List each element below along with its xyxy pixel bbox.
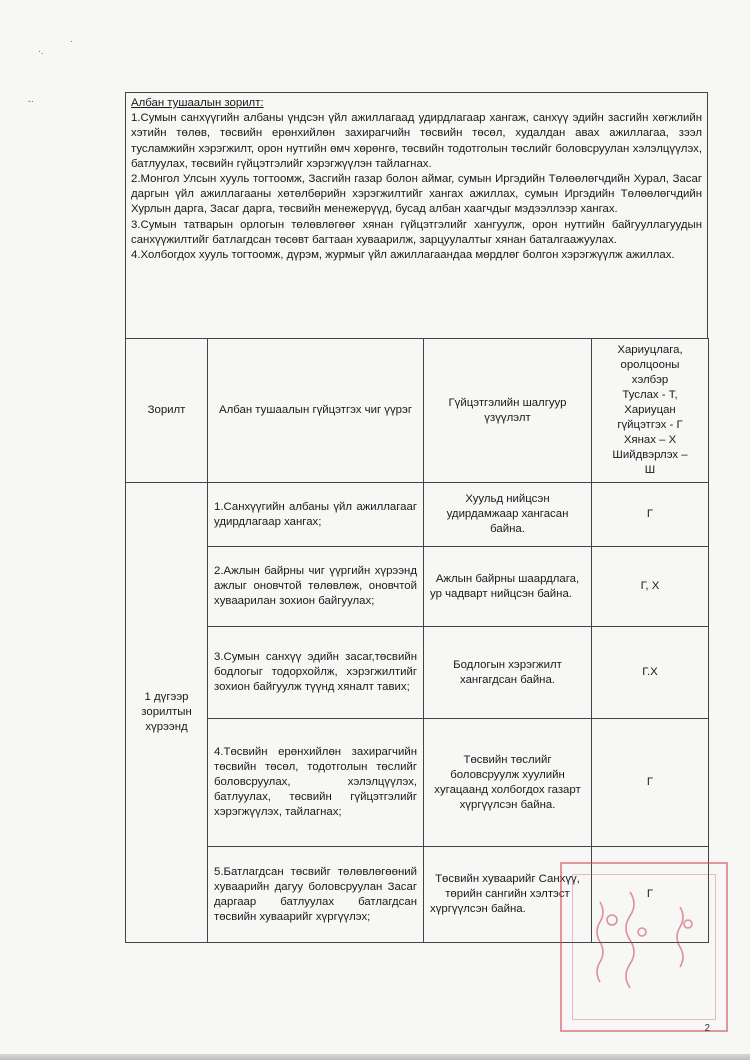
header-goal: Зорилт — [126, 339, 208, 483]
criteria-cell: Ажлын байрны шаардлага, ур чадварт нийцсэн байна. — [424, 547, 592, 627]
table-row — [126, 627, 709, 719]
goal-paragraph-1: 1.Сумын санхүүгийн албаны үндсэн үйл ажиллагаад удирдлагаар хангаж, санхүү эдийн засгийн хөгжлийн хэтийн төлөв, төсвийн ерөнхийлөн захирагчийн төсвийн төсөл, худалдан авах ажиллагаа, зээл тусламжийн хэрэгжилт, орон нутгийн өмч хөрөнгө, төсвийн тодотголын төслийг боловсруулан хэлэлцүүлэх, батлуулах, төсвийн гүйцэтгэлийг хэрэгжүүлэн тайлагнах. — [131, 112, 702, 170]
criteria-cell: Төсвийн төслийг боловсруулж хуулийн хугацаанд холбогдох газарт хүргүүлсэн байна. — [424, 719, 592, 847]
table-row — [126, 719, 709, 847]
scan-speck: -· — [28, 96, 34, 106]
header-duty: Албан тушаалын гүйцэтгэх чиг үүрэг — [208, 339, 424, 483]
criteria-cell: Төсвийн хуваарийг Санхүү, төрийн сангийн хэлтэст хүргүүлсэн байна. — [424, 847, 592, 943]
stamp-script-icon — [560, 862, 728, 1032]
duty-cell: 3.Сумын санхүү эдийн засаг,төсвийн бодлогыг тодорхойлж, хэрэгжилтийг зохион байгуулж түүнд хяналт тавих; — [208, 627, 424, 719]
header-criteria: Гүйцэтгэлийн шалгуур үзүүлэлт — [424, 339, 592, 483]
responsibility-cell: Г — [592, 719, 709, 847]
duty-cell: 1.Санхүүгийн албаны үйл ажиллагааг удирдлагаар хангах; — [208, 483, 424, 547]
duties-table — [125, 338, 709, 943]
responsibility-cell: Г — [592, 483, 709, 547]
duty-cell: 2.Ажлын байрны чиг үүргийн хүрээнд ажлыг оновчтой төлөвлөж, оновчтой хуваарилан зохион байгуулах; — [208, 547, 424, 627]
goal-title: Албан тушаалын зорилт: — [131, 97, 264, 109]
header-responsibility: Хариуцлага, оролцооны хэлбэр Туслах - Т, Хариуцан гүйцэтгэх - Г Хянах – Х Шийдвэрлэх – Ш — [592, 339, 709, 483]
goal-paragraph-3: 3.Сумын татварын орлогын төлөвлөгөөг хянан гүйцэтгэлийг хангуулж, орон нутгийн байгууллагуудын санхүүжилтийг батлагдсан төсөвт багтаан хуваарилж, зарцуулалтыг хянан баталгаажуулах. — [131, 218, 702, 246]
goal-paragraph-4: 4.Холбогдох хууль тогтоомж, дүрэм, журмыг үйл ажиллагаандаа мөрдлөг болгон хэрэгжүүлж ажиллах. — [131, 249, 675, 262]
scan-bottom-edge — [0, 1054, 750, 1060]
scan-speck: ·. — [38, 46, 44, 56]
criteria-cell: Хуульд нийцсэн удирдамжаар хангасан байна. — [424, 483, 592, 547]
responsibility-cell: Г — [592, 847, 709, 943]
duty-cell: 4.Төсвийн ерөнхийлөн захирагчийн төсвийн төсөл, тодотголын төслийг боловсруулах, хэлэлцүүлэх, батлуулах, төсвийн гүйцэтгэлийг хэрэгжүүлэх, тайлагнах; — [208, 719, 424, 847]
page-number: 2 — [704, 1023, 710, 1034]
criteria-cell: Бодлогын хэрэгжилт хангагдсан байна. — [424, 627, 592, 719]
goal-paragraph-2: 2.Монгол Улсын хууль тогтоомж, Засгийн газар болон аймаг, сумын Иргэдийн Төлөөлөгчдийн Хурал, Засаг даргын үйл ажиллагааны хөтөлбөрийн хэрэгжилтийг хангах ажиллах, сумын Иргэдийн Төлөөлөгчдийн Хурлын дарга, Засаг дарга, төсвийн менежерүүд, бусад албан хаагчдыг мэдээллээр хангах. — [131, 173, 702, 216]
goal-cell: 1 дүгээр зорилтын хүрээнд — [126, 483, 208, 943]
table-row — [126, 547, 709, 627]
scan-speck: · — [70, 36, 73, 46]
duty-cell: 5.Батлагдсан төсвийг төлөвлөгөөний хуваарийн дагуу боловсруулан Засаг даргаар батлуулах батлагдсан төсвийн хуваарийг хүргүүлэх; — [208, 847, 424, 943]
table-header-row — [126, 339, 709, 483]
red-stamp — [560, 862, 728, 1032]
goal-section — [125, 92, 708, 338]
responsibility-cell: Г, Х — [592, 547, 709, 627]
table-row — [126, 483, 709, 547]
responsibility-cell: Г.Х — [592, 627, 709, 719]
